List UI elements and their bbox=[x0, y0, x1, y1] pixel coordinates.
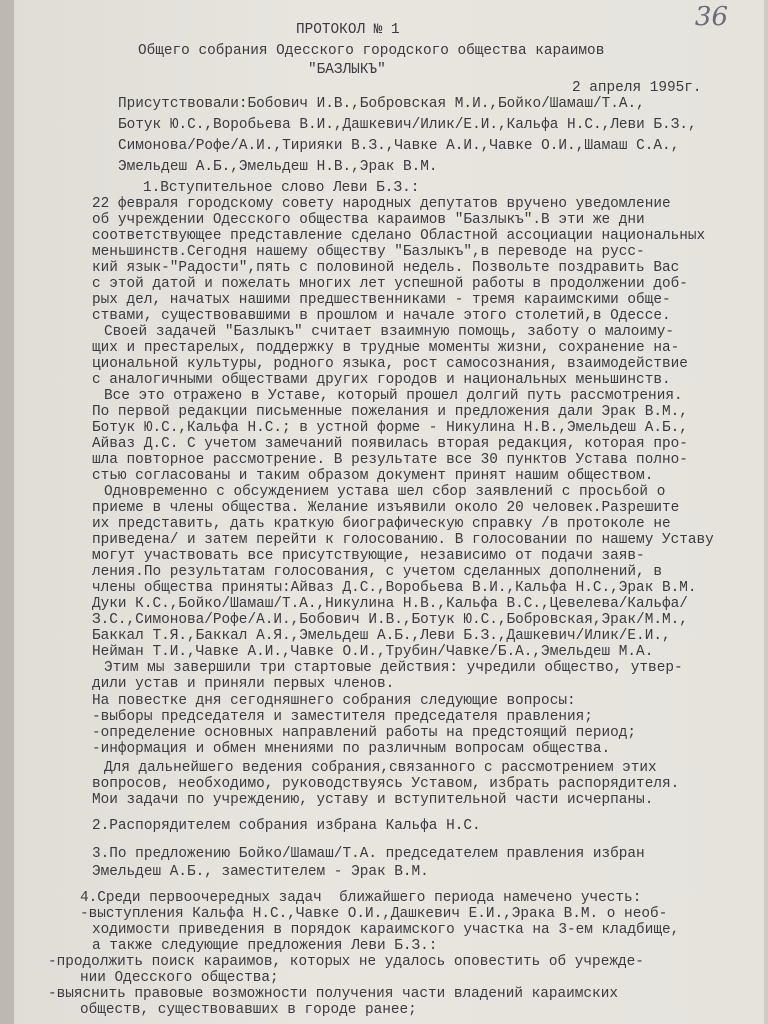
text-line: З.С.,Симонова/Рофе/А.И.,Бобович И.В.,Ботук Ю.С.,Бобровская,Эрак/М.М., bbox=[92, 612, 688, 628]
text-line: -выступления Кальфа Н.С.,Чавке О.И.,Дашкевич Е.И.,Эрака В.М. о необ- bbox=[80, 906, 668, 922]
text-line: меньшинств.Сегодня нашему обществу "Базлыкъ",в переводе на русс- bbox=[92, 244, 645, 260]
text-line: -выяснить правовые возможности получения части владений караимских bbox=[48, 986, 618, 1002]
text-line: соответствующее представление сделано Областной ассоциации национальных bbox=[92, 228, 706, 244]
text-line: стью согласованы и таким образом документ принят нашим обществом. bbox=[92, 468, 654, 484]
text-line: Ботук Ю.С.,Кальфа Н.С.; в устной форме - Никулина Н.В.,Эмельдеш А.Б., bbox=[92, 420, 688, 436]
text-line: их представить, дать краткую биографическую справку /в протоколе не bbox=[92, 516, 671, 532]
text-line: ходимости приведения в порядок караимского участка на 3-ем кладбище, bbox=[92, 922, 680, 938]
text-line: кий язык-"Радости",пять с половиной недель. Позвольте поздравить Вас bbox=[92, 260, 680, 276]
text-line: члены общества приняты:Айваз Д.С.,Воробьева В.И.,Кальфа Н.С.,Эрак В.М. bbox=[92, 580, 697, 596]
agenda-item: -информация и обмен мнениями по различным вопросам общества. bbox=[92, 741, 611, 757]
page-edge bbox=[0, 0, 14, 1024]
text-line: дили устав и приняли первых членов. bbox=[92, 676, 395, 692]
text-line: ствами, существовавшими в прошлом и начале этого столетий,в Одессе. bbox=[92, 308, 671, 324]
text-line: Для дальнейшего ведения собрания,связанного с рассмотрением этих bbox=[104, 760, 657, 776]
document-date: 2 апреля 1995г. bbox=[572, 80, 702, 96]
text-line: с аналогичными обществами других городов и национальных меньшинств. bbox=[92, 372, 671, 388]
text-line: Присутствовали:Бобович И.В.,Бобровская М.И.,Бойко/Шамаш/Т.А., bbox=[118, 96, 645, 112]
text-line: 22 февраля городскому совету народных депутатов вручено уведомление bbox=[92, 196, 671, 212]
text-line: ления.По результатам голосования, с учетом сделанных дополнений, в bbox=[92, 564, 662, 580]
section-heading: 1.Вступительное слово Леви Б.З.: bbox=[143, 180, 420, 196]
text-line: шла повторное рассмотрение. В результате все 30 пунктов Устава полно- bbox=[92, 452, 688, 468]
text-line: нии Одесского общества; bbox=[80, 970, 279, 986]
text-line: На повестке дня сегодняшнего собрания следующие вопросы: bbox=[92, 693, 576, 709]
text-line: приведена/ и затем перейти к голосованию. В голосовании по нашему Уставу bbox=[92, 532, 714, 548]
text-line: Своей задачей "Базлыкъ" считает взаимную помощь, заботу о малоиму- bbox=[104, 324, 674, 340]
text-line: Эмельдеш А.Б., заместителем - Эрак В.М. bbox=[92, 864, 429, 880]
text-line: обществ, существовавших в городе ранее; bbox=[80, 1002, 417, 1018]
section-heading: 4.Среди первоочередных задач ближайшего периода намечено учесть: bbox=[80, 890, 642, 906]
text-line: Эмельдеш А.Б.,Эмельдеш Н.В.,Эрак В.М. bbox=[118, 159, 438, 175]
text-line: вопросов, необходимо, руководствуясь Уставом, избрать распорядителя. bbox=[92, 776, 680, 792]
text-line: Ботук Ю.С.,Воробьева В.И.,Дашкевич/Илик/Е.И.,Кальфа Н.С.,Леви Б.З., bbox=[118, 117, 697, 133]
section-heading: 3.По предложению Бойко/Шамаш/Т.А. председателем правления избран bbox=[92, 846, 645, 862]
text-line: циональной культуры, родного языка, рост самосознания, взаимодействие bbox=[92, 356, 688, 372]
text-line: Все это отражено в Уставе, который прошел долгий путь рассмотрения. bbox=[104, 388, 683, 404]
page-number: 36 bbox=[694, 2, 728, 32]
document-title: ПРОТОКОЛ № 1 bbox=[296, 22, 400, 38]
text-line: а также следующие предложения Леви Б.З.: bbox=[92, 938, 438, 954]
text-line: рых дел, начатых нашими предшественниками - тремя караимскими обще- bbox=[92, 292, 671, 308]
text-line: -продолжить поиск караимов, которых не удалось оповестить об учрежде- bbox=[48, 954, 644, 970]
text-line: приеме в члены общества. Желание изъявили около 20 человек.Разрешите bbox=[92, 500, 680, 516]
agenda-item: -определение основных направлений работы на предстоящий период; bbox=[92, 725, 637, 741]
text-line: об учреждении Одесского общества караимов "Базлыкъ".В эти же дни bbox=[92, 212, 645, 228]
text-line: Одновременно с обсуждением устава шел сбор заявлений с просьбой о bbox=[104, 484, 666, 500]
text-line: Дуки К.С.,Бойко/Шамаш/Т.А.,Никулина Н.В.,Кальфа В.С.,Цевелева/Кальфа/ bbox=[92, 596, 688, 612]
text-line: Баккал Т.Я.,Баккал А.Я.,Эмельдеш А.Б.,Леви Б.З.,Дашкевич/Илик/Е.И., bbox=[92, 628, 671, 644]
document-subtitle: Общего собрания Одесского городского общества караимов bbox=[138, 43, 605, 59]
text-line: Нейман Т.И.,Чавке А.И.,Чавке О.И.,Трубин/Чавке/Б.А.,Эмельдеш М.А. bbox=[92, 644, 654, 660]
text-line: Симонова/Рофе/А.И.,Тирияки В.З.,Чавке А.И.,Чавке О.И.,Шамаш С.А., bbox=[118, 138, 680, 154]
text-line: По первой редакции письменные пожелания и предложения дали Эрак В.М., bbox=[92, 404, 688, 420]
text-line: Айваз Д.С. С учетом замечаний появилась вторая редакция, которая про- bbox=[92, 436, 688, 452]
text-line: с этой датой и пожелать многих лет успешной работы в продолжении доб- bbox=[92, 276, 688, 292]
agenda-item: -выборы председателя и заместителя председателя правления; bbox=[92, 709, 593, 725]
text-line: щих и престарелых, поддержку в трудные моменты жизни, сохранение на- bbox=[92, 340, 680, 356]
text-line: могут участвовать все присутствующие, независимо от подачи заяв- bbox=[92, 548, 645, 564]
text-line: Мои задачи по учреждению, уставу и вступительной части исчерпаны. bbox=[92, 792, 654, 808]
text-line: Этим мы завершили три стартовые действия: учредили общество, утвер- bbox=[104, 660, 683, 676]
society-name: "БАЗЛЫКЪ" bbox=[308, 62, 386, 78]
section-heading: 2.Распорядителем собрания избрана Кальфа Н.С. bbox=[92, 818, 481, 834]
